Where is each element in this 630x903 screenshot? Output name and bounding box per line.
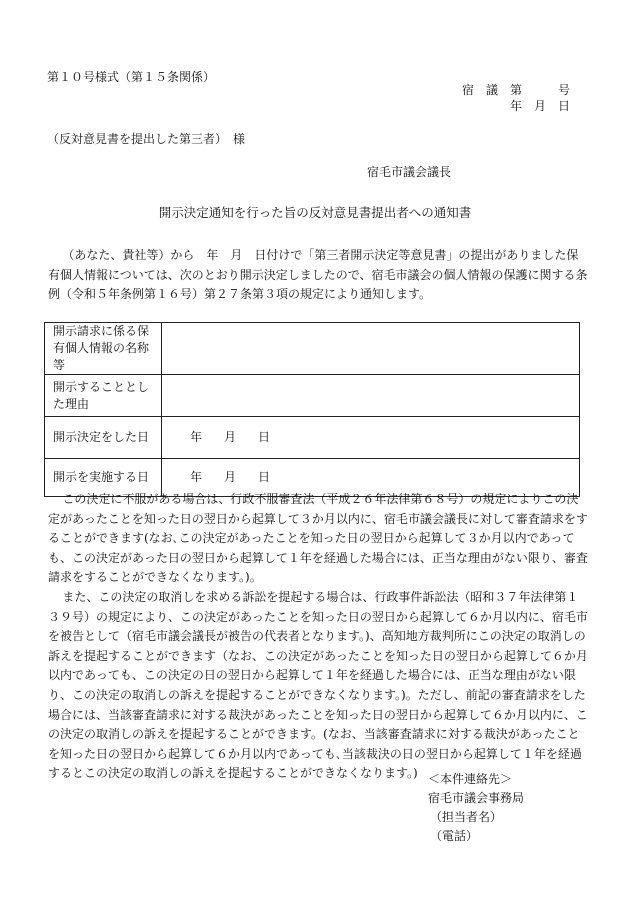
table-row <box>45 323 580 375</box>
intro-paragraph <box>48 246 588 305</box>
table-row <box>45 417 580 459</box>
row-value <box>162 323 580 375</box>
note-paragraph: この決定に不服がある場合は、行政不服審査法（平成２６年法律第６８号）の規定によりこの決定があったことを知った日の翌日から起算して３か月以内に、宿毛市議会議長に対して審査請求をすることができます(なお､この決定があったことを知った日の翌日から起算して３か月以内であっても、この決定があった日の翌日から起算して１年を経過した場合には、正当な理由がない限り、審査請求をすることができなくなります。)。 <box>48 492 588 585</box>
row-value <box>162 375 580 417</box>
date-year: 年 <box>190 470 203 484</box>
info-table <box>44 322 580 497</box>
sender: 宿毛市議会議長 <box>367 165 452 179</box>
date-day: 日 <box>258 430 271 444</box>
form-number: 第１０号様式（第１５条関係） <box>47 70 216 84</box>
row-date-value <box>162 417 580 459</box>
document-title: 開示決定通知を行った旨の反対意見書提出者への通知書 <box>158 205 472 220</box>
document-number: 宿 議 第 号 <box>461 83 570 97</box>
contact-office: 宿毛市議会事務局 <box>428 791 525 805</box>
contact-person: （担当者名） <box>430 810 503 824</box>
document-date: 年 月 日 <box>509 99 570 113</box>
date-month: 月 <box>224 470 237 484</box>
row-label: 開示決定をした日 <box>45 417 162 459</box>
contact-block <box>428 770 524 846</box>
table-row <box>45 375 580 417</box>
intro-text: （あなた、貴社等）から 年 月 日付けで「第三者開示決定等意見書」の提出がありました保有個人情報については、次のとおり開示決定しましたので、宿毛市議会の個人情報の保護に関する条例（令和５年条例第１６号）第２７条第３項の規定により通知します。 <box>48 248 588 301</box>
date-year: 年 <box>190 430 203 444</box>
contact-heading: ＜本件連絡先＞ <box>428 772 513 786</box>
row-label: 開示を実施する日 <box>45 459 162 497</box>
row-label: 開示することとした理由 <box>45 375 162 417</box>
appeal-notes <box>48 490 588 784</box>
date-month: 月 <box>224 430 237 444</box>
row-label: 開示請求に係る保有個人情報の名称等 <box>45 323 162 375</box>
addressee: （反対意見書を提出した第三者） 様 <box>47 132 246 146</box>
note-paragraph: また、この決定の取消しを求める訴訟を提起する場合は、行政事件訴訟法（昭和３７年法律第１３９号）の規定により、この決定があったことを知った日の翌日から起算して６か月以内に、宿毛市を被告として（宿毛市議会議長が被告の代表者となります。)、高知地方裁判所にこの決定の取消しの訴えを提起することができます（なお、この決定があったことを知った日の翌日から起算して６か月以内であっても、この決定の日の翌日から起算して１年を経過した場合には、正当な理由がない限り、この決定の取消しの訴えを提起することができなくなります。)。ただし、前記の審査請求をした場合には、当該審査請求に対する裁決があったことを知った日の翌日から起算して６か月以内に、この決定の取消しの訴えを提起することができます。(なお、当該審査請求に対する裁決があったことを知った日の翌日から起算して６か月以内であっても､当該裁決の日の翌日から起算して１年を経過するとこの決定の取消しの訴えを提起することができなくなります。) <box>48 589 588 781</box>
contact-phone: （電話） <box>430 829 479 843</box>
document-number-block <box>462 82 570 114</box>
date-day: 日 <box>258 470 271 484</box>
